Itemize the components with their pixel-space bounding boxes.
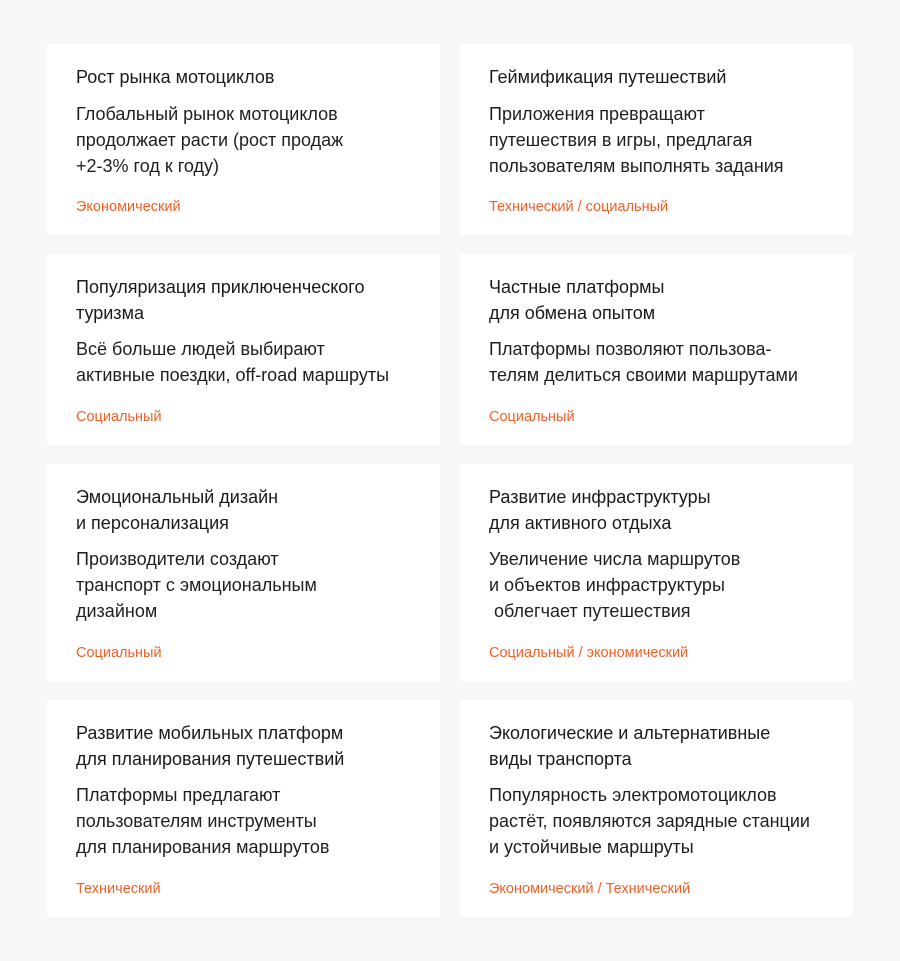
card-title-line: Популяризация приключенческого xyxy=(76,277,365,297)
card-description xyxy=(489,101,837,179)
card-description-line: Производители создают xyxy=(76,549,279,569)
card-description-line: Популярность электромотоциклов xyxy=(489,785,777,805)
card-title-line: для обмена опытом xyxy=(489,303,656,323)
card-title-line: и персонализация xyxy=(76,513,229,533)
card-description-line: и объектов инфраструктуры xyxy=(489,575,725,595)
card-title xyxy=(76,720,420,772)
card-title-line: для планирования путешествий xyxy=(76,749,345,769)
card-title-line: Экологические и альтернативные xyxy=(489,723,771,743)
card-category-tag: Социальный xyxy=(489,409,575,425)
card-title-line: Рост рынка мотоциклов xyxy=(76,67,275,87)
card-description-line: Платформы позволяют пользова- xyxy=(489,339,772,359)
card-description-line: Всё больше людей выбирают xyxy=(76,339,325,359)
card-mobile-planning-platforms xyxy=(47,700,440,917)
card-title-line: Эмоциональный дизайн xyxy=(76,487,279,507)
card-description-line: Платформы предлагают xyxy=(76,785,281,805)
card-title xyxy=(489,484,833,536)
card-title-line: для активного отдыха xyxy=(489,513,672,533)
card-description-line: транспорт с эмоциональным xyxy=(76,575,317,595)
card-description xyxy=(76,336,424,388)
card-category-tag: Социальный / экономический xyxy=(489,645,689,661)
card-title xyxy=(76,274,420,326)
card-description-line: продолжает расти (рост продаж xyxy=(76,130,344,150)
card-description-line: путешествия в игры, предлагая xyxy=(489,130,753,150)
card-description xyxy=(76,546,424,624)
card-title-line: виды транспорта xyxy=(489,749,632,769)
card-description xyxy=(76,101,424,179)
card-eco-transport xyxy=(460,700,853,917)
card-travel-gamification xyxy=(460,44,853,235)
card-description-line: активные поездки, off-road маршруты xyxy=(76,365,390,385)
card-description-line: растёт, появляются зарядные станции xyxy=(489,811,810,831)
card-title xyxy=(489,64,833,90)
card-title xyxy=(489,274,833,326)
card-title xyxy=(76,64,420,90)
card-description xyxy=(76,782,424,860)
card-description xyxy=(489,546,837,624)
card-description xyxy=(489,336,837,388)
card-title-line: Геймификация путешествий xyxy=(489,67,727,87)
card-adventure-tourism xyxy=(47,254,440,445)
card-title xyxy=(489,720,833,772)
card-category-tag: Технический / социальный xyxy=(489,199,669,215)
card-description-line: пользователям выполнять задания xyxy=(489,156,784,176)
card-private-platforms xyxy=(460,254,853,445)
card-description-line: облегчает путешествия xyxy=(489,601,691,621)
card-description-line: пользователям инструменты xyxy=(76,811,317,831)
card-title-line: туризма xyxy=(76,303,144,323)
card-description-line: Глобальный рынок мотоциклов xyxy=(76,104,338,124)
card-description-line: для планирования маршрутов xyxy=(76,837,330,857)
card-title-line: Частные платформы xyxy=(489,277,665,297)
card-category-tag: Социальный xyxy=(76,645,162,661)
card-title xyxy=(76,484,420,536)
card-emotional-design xyxy=(47,464,440,681)
card-description-line: +2-3% год к году) xyxy=(76,156,219,176)
card-category-tag: Экономический / Технический xyxy=(489,881,691,897)
card-title-line: Развитие инфраструктуры xyxy=(489,487,711,507)
card-infrastructure-development xyxy=(460,464,853,681)
card-description-line: дизайном xyxy=(76,601,158,621)
card-description xyxy=(489,782,837,860)
card-description-line: Увеличение числа маршрутов xyxy=(489,549,741,569)
card-description-line: и устойчивые маршруты xyxy=(489,837,694,857)
card-category-tag: Экономический xyxy=(76,199,181,215)
card-description-line: Приложения превращают xyxy=(489,104,705,124)
card-description-line: телям делиться своими маршрутами xyxy=(489,365,798,385)
card-category-tag: Социальный xyxy=(76,409,162,425)
card-title-line: Развитие мобильных платформ xyxy=(76,723,344,743)
card-category-tag: Технический xyxy=(76,881,161,897)
card-motorcycle-market-growth xyxy=(47,44,440,235)
